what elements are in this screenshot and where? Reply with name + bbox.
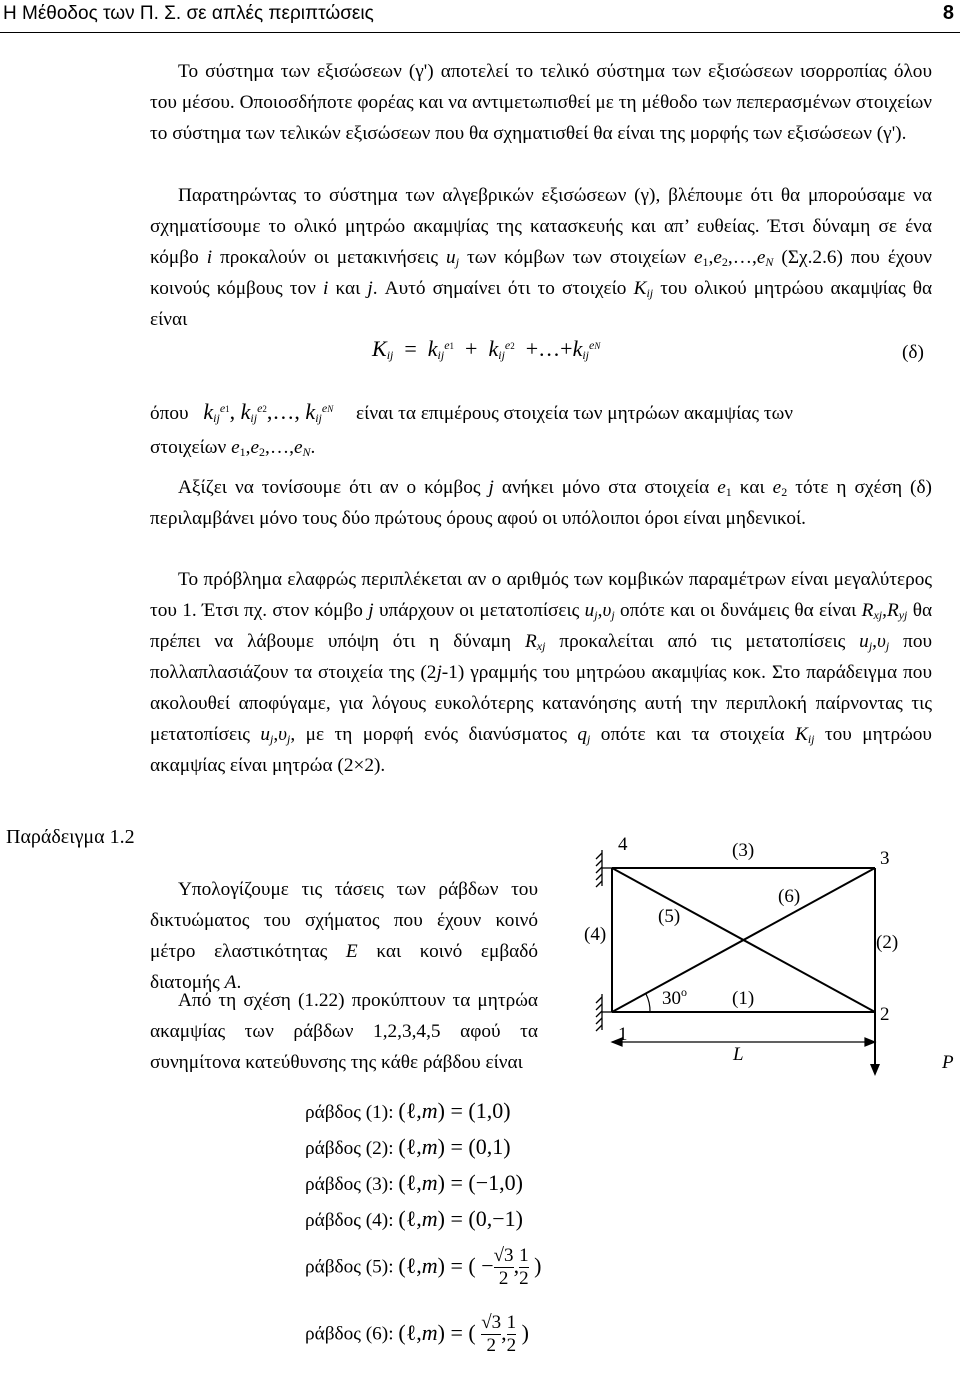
length-label: L [733,1044,744,1065]
rod-3: ράβδος (3): (ℓ,m) = (−1,0) [305,1170,523,1195]
example-paragraph-1: Υπολογίζουμε τις τάσεις των ράβδων του δικτυώματος του σχήματος που έχουν κοινό μέτρο ελαστικότητας E και κοινό εμβαδό διατομής A. [150,879,538,993]
paragraph-4: Το πρόβλημα ελαφρώς περιπλέκεται αν ο αριθμός των κομβικών παραμέτρων είναι μεγαλύτερος του 1. Έτσι πχ. στον κόμβο j υπάρχουν οι μετατοπίσεις $u_j,\upsilon_j$ οπότε και οι δυνάμεις θα είναι $R_{xj},R_{yj}$ θα πρέπει να λάβουμε υπόψη ότι η δύναμη $R_{xj}$ προκαλείται από τις μετατοπίσεις $u_j,\upsilon_j$ που πολλαπλασιάζουν τα στοιχεία της (2j-1) γραμμής του μητρώου ακαμψίας κοκ. Στο παράδειγμα που ακολουθεί αποφύγαμε, για λόγους ευκολότερης κατανόησης αυτή την περιπλοκή παίρνοντας τις μετατοπίσεις $u_j,\upsilon_j$, με τη μορφή ενός διανύσματος $q_j$ οπότε και τα στοιχεία $K_{ij}$ του μητρώου ακαμψίας είναι μητρώα (2×2). [150,569,933,776]
running-title: Η Μέθοδος των Π. Σ. σε απλές περιπτώσεις [3,3,374,24]
node-3-label: 3 [880,848,890,869]
rod-2: ράβδος (2): (ℓ,m) = (0,1) [305,1134,511,1159]
equation-delta: $K_{ij} = k_{ij}^{e1} + k_{ij}^{e2}$ $+\dots+k_{ij}^{eN}$ [372,336,601,362]
example-label: Παράδειγμα 1.2 [6,826,135,848]
rod-6: ράβδος (6): (ℓ,m) = ( $\frac{√3}{2}$ , $\frac{1}{2}$ ) [305,1312,529,1356]
paragraph-3: Αξίζει να τονίσουμε ότι αν ο κόμβος j ανήκει μόνο στα στοιχεία $e_1$ και $e_2$ τότε η σχέση (δ) περιλαμβάνει μόνο τους δύο πρώτους όρους αφού οι υπόλοιποι όροι είναι μηδενικοί. [150,477,932,529]
equation-label: (δ) [902,342,924,363]
page-header [0,0,960,33]
bar-3-label: (3) [732,840,755,861]
where-clause: όπου $k_{ij}^{e1}$, $k_{ij}^{e2},\dots$, $k_{ij}^{eN}$ είναι τα επιμέρους στοιχεία των μητρώων ακαμψίας των [150,399,794,425]
angle-arc [646,994,650,1012]
node-4-label: 4 [618,834,628,855]
node-2-label: 2 [880,1004,890,1025]
bar-5-label: (5) [658,906,681,927]
bar-2-label: (2) [876,932,899,953]
bar-4-label: (4) [584,924,607,945]
where-line-2: στοιχείων $e_1,e_2,\dots,e_N$. [150,437,316,459]
bar-1-label: (1) [732,988,755,1009]
paragraph-2: Παρατηρώντας το σύστημα των αλγεβρικών εξισώσεων (γ), βλέπουμε ότι θα μπορούσαμε να σχηματίσουμε το ολικό μητρώο ακαμψίας της κατασκευής και απ’ ευθείας. Έτσι δύναμη σε ένα κόμβο i προκαλούν οι μετακινήσεις $u_j$ των κόμβων των στοιχείων $e_1,e_2,\dots,e_N$ (Σχ.2.6) που έχουν κοινούς κόμβους τον i και j. Αυτό σημαίνει ότι το στοιχείο $K_{ij}$ του ολικού μητρώου ακαμψίας θα είναι [150,185,933,330]
rod-5: ράβδος (5): (ℓ,m) = ( − $\frac{√3}{2}$ , $\frac{1}{2}$ ) [305,1245,542,1289]
load-label: P [942,1052,954,1073]
rod-1: ράβδος (1): (ℓ,m) = (1,0) [305,1098,511,1123]
support-node-4 [596,850,612,887]
angle-label: 30$^o$ [662,985,687,1009]
page-number: 8 [942,2,954,24]
node-1-label: 1 [618,1024,628,1045]
bar-6-label: (6) [778,886,801,907]
truss-figure [560,828,960,1078]
rod-4: ράβδος (4): (ℓ,m) = (0,−1) [305,1206,523,1231]
support-node-1 [596,994,612,1031]
example-paragraph-2: Από τη σχέση (1.22) προκύπτουν τα μητρώα ακαμψίας των ράβδων 1,2,3,4,5 αφού τα συνημίτονα κατεύθυνσης της κάθε ράβδου είναι [150,990,538,1073]
paragraph-1: Το σύστημα των εξισώσεων (γ') αποτελεί το τελικό σύστημα των εξισώσεων ισορροπίας όλου του μέσου. Οποιοσδήποτε φορέας και να αντιμετωπισθεί με τη μέθοδο των πεπερασμένων στοιχείων το σύστημα των τελικών εξισώσεων που θα σχηματισθεί θα είναι της μορφής των εξισώσεων (γ'). [150,61,932,144]
